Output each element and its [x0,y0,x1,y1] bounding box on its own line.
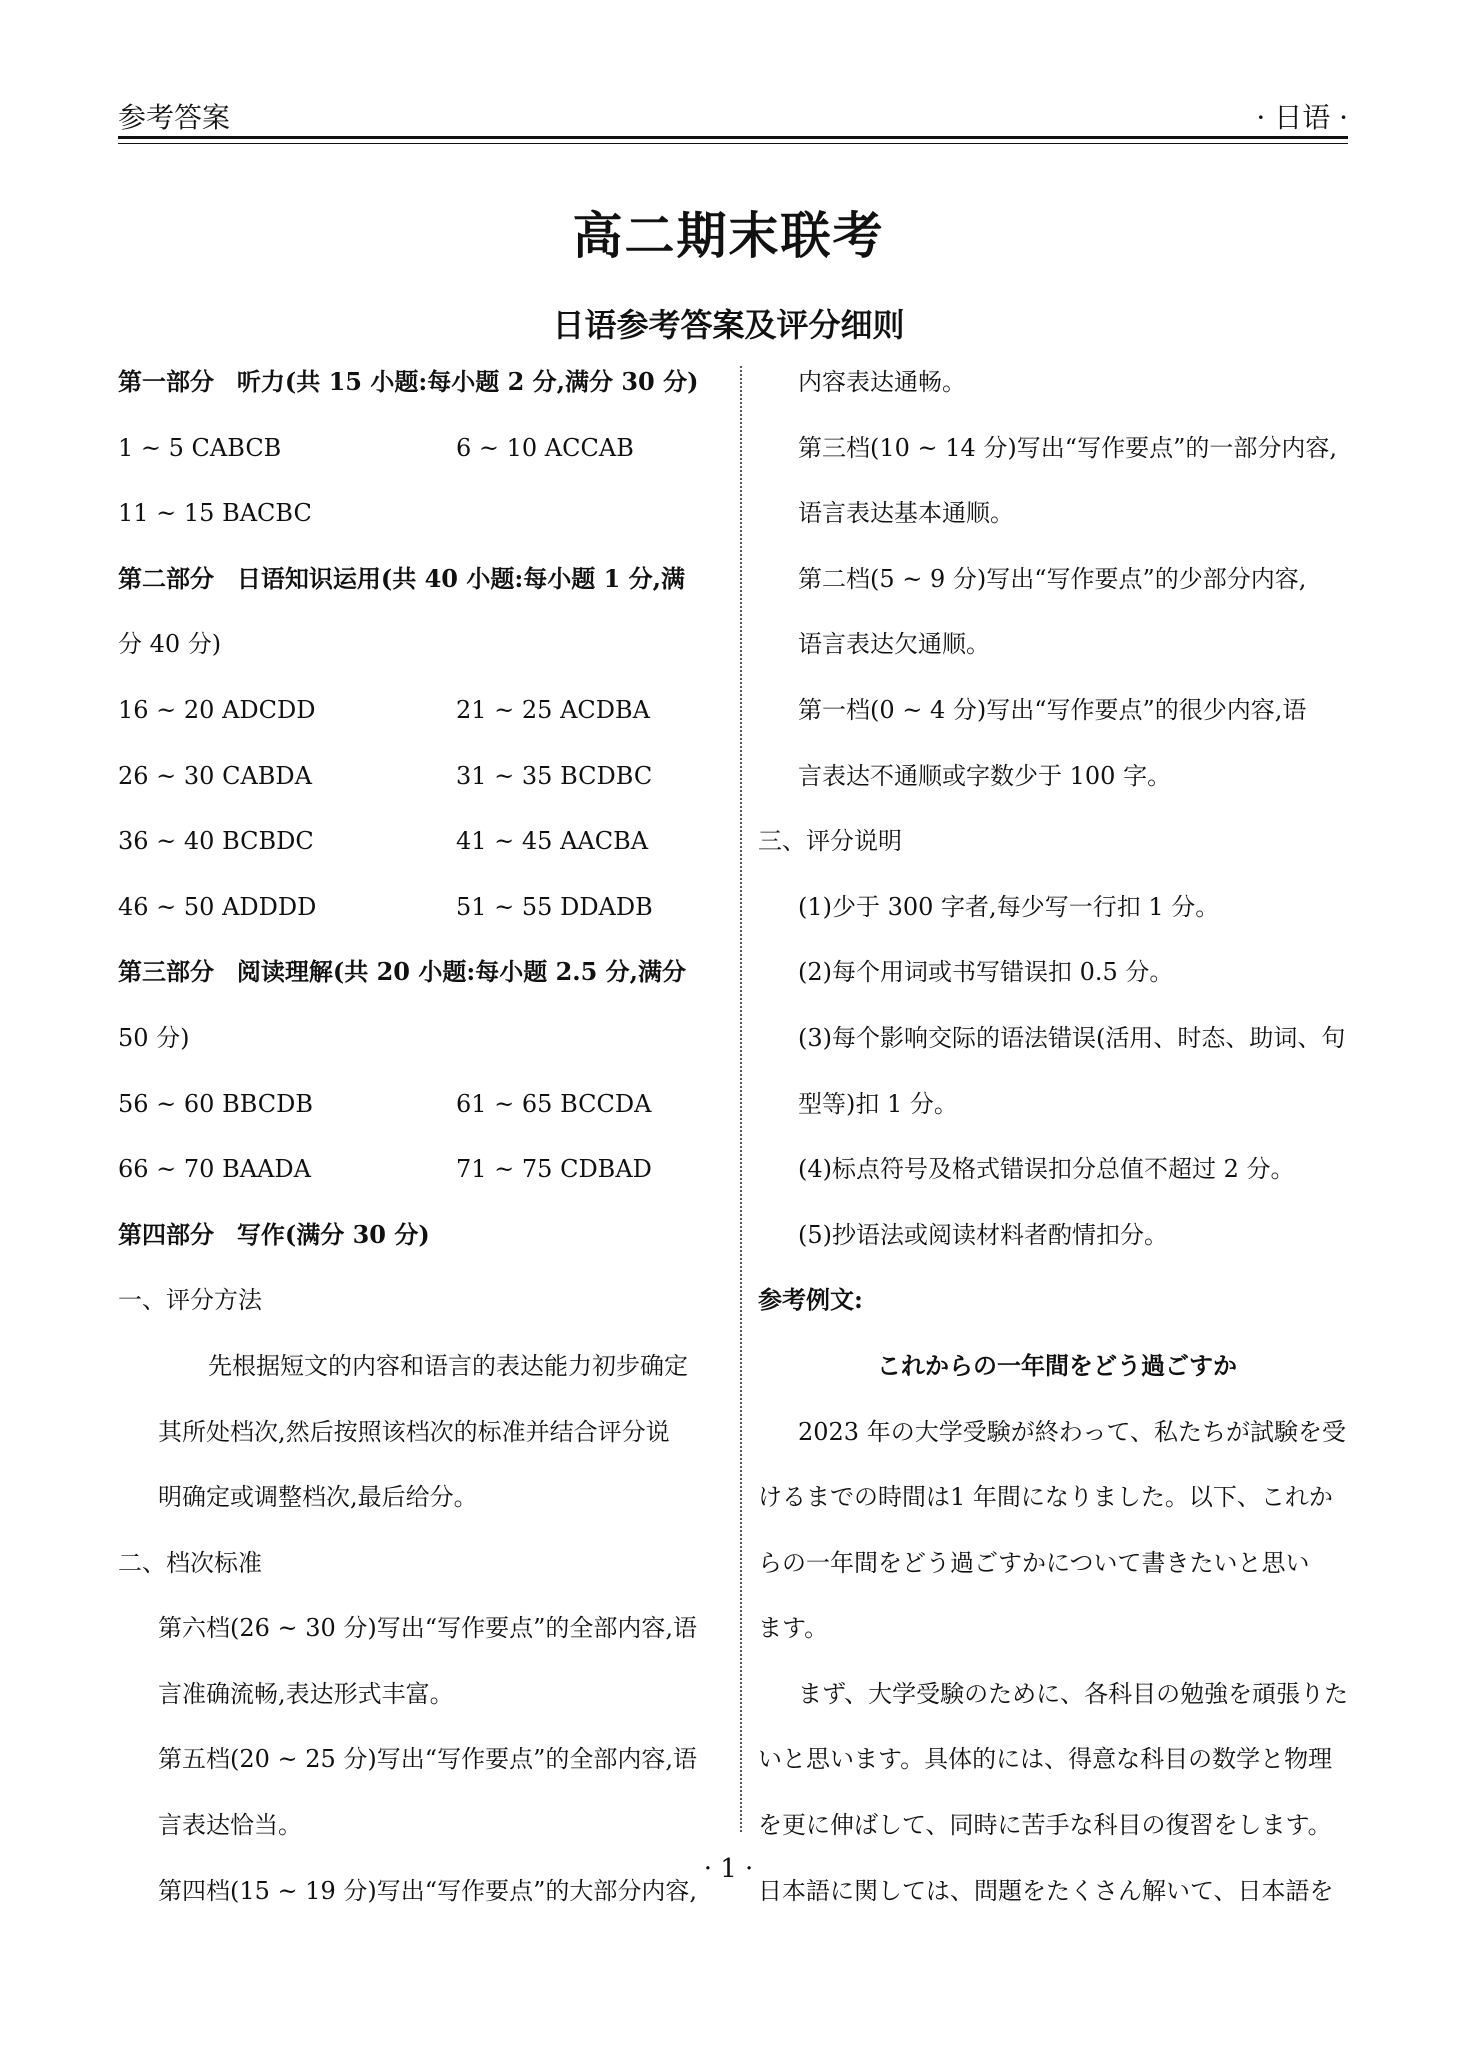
example-line: 2023 年の大学受験が終わって、私たちが試験を受 [798,1417,1346,1446]
section-text: 日语知识运用(共 40 小题:每小题 1 分,满 [236,563,685,593]
right-column [758,362,1356,1936]
answer-row [118,428,722,494]
answer-group: 16 ~ 20 ADCDD [118,695,316,724]
answer-group: 56 ~ 60 BBCDB [118,1089,314,1118]
subsection-heading: 一、评分方法 [118,1286,262,1315]
page-header [118,92,1348,134]
paragraph-line: 第二档(5 ~ 9 分)写出“写作要点”的少部分内容, [798,564,1307,593]
note-line: (2)每个用词或书写错误扣 0.5 分。 [798,958,1174,987]
note-line: (1)少于 300 字者,每少写一行扣 1 分。 [798,892,1220,921]
answer-row [118,756,722,822]
example-line: ます。 [758,1614,829,1643]
answer-group: 31 ~ 35 BCDBC [456,761,653,790]
section-heading [118,1215,722,1281]
answer-row [118,1084,722,1150]
column-divider [740,366,742,1832]
header-left-label: 参考答案 [118,101,231,134]
answer-group: 6 ~ 10 ACCAB [456,433,634,462]
paragraph-line: 第六档(26 ~ 30 分)写出“写作要点”的全部内容,语 [158,1614,697,1643]
section-label: 第三部分 [118,957,214,987]
section-label: 第二部分 [118,563,214,593]
example-line: けるまでの時間は1 年間になりました。以下、これか [758,1483,1333,1512]
example-title: これからの一年間をどう過ごすか [877,1350,1237,1380]
header-rule-thick [118,136,1348,139]
section-heading-cont: 50 分) [118,1023,190,1052]
page-title: 高二期末联考 [572,206,885,265]
header-rule-thin [118,143,1348,144]
answer-group: 66 ~ 70 BAADA [118,1155,311,1184]
left-column [118,362,722,1936]
paragraph-line: 其所处档次,然后按照该档次的标准并结合评分说 [158,1417,670,1446]
answer-group: 1 ~ 5 CABCB [118,433,282,462]
answer-row [118,821,722,887]
answer-row [118,493,722,559]
paragraph-line: 内容表达通畅。 [798,368,966,396]
answer-group: 51 ~ 55 DDADB [456,892,653,921]
note-line: (3)每个影响交际的语法错误(活用、时态、助词、句 [798,1023,1346,1052]
subsection-heading: 二、档次标准 [118,1548,262,1577]
answer-row [118,887,722,953]
paragraph-line: 先根据短文的内容和语言的表达能力初步确定 [208,1351,688,1380]
example-heading: 参考例文: [758,1285,863,1315]
paragraph-line: 语言表达欠通顺。 [798,630,990,659]
paragraph-line: 言表达恰当。 [158,1811,302,1840]
subsection-heading: 三、评分说明 [758,827,902,856]
section-label: 第一部分 [118,367,214,396]
answer-group: 21 ~ 25 ACDBA [456,695,650,724]
section-label: 第四部分 [118,1219,214,1249]
answer-row [118,1149,722,1215]
section-text: 阅读理解(共 20 小题:每小题 2.5 分,满分 [236,957,687,987]
section-text: 听力(共 15 小题:每小题 2 分,满分 30 分) [236,367,699,396]
example-line: いと思います。具体的には、得意な科目の数学と物理 [758,1745,1333,1774]
answer-row [118,690,722,756]
paragraph-line: 第三档(10 ~ 14 分)写出“写作要点”的一部分内容, [798,433,1337,462]
section-heading-cont: 分 40 分) [118,630,222,659]
answer-group: 61 ~ 65 BCCDA [456,1089,652,1118]
section-text: 写作(满分 30 分) [236,1219,430,1249]
paragraph-line: 第四档(15 ~ 19 分)写出“写作要点”的大部分内容, [158,1876,697,1905]
section-heading [118,952,722,1018]
answer-group: 11 ~ 15 BACBC [118,499,312,528]
note-line: (5)抄语法或阅读材料者酌情扣分。 [798,1220,1168,1249]
paragraph-line: 语言表达基本通顺。 [798,499,1014,528]
example-line: まず、大学受験のために、各科目の勉強を頑張りた [798,1679,1349,1708]
paragraph-line: 言准确流畅,表达形式丰富。 [158,1679,454,1708]
note-line: 型等)扣 1 分。 [798,1089,958,1118]
paragraph-line: 明确定或调整档次,最后给分。 [158,1483,478,1512]
paragraph-line: 言表达不通顺或字数少于 100 字。 [798,761,1172,790]
example-line: 日本語に関しては、問題をたくさん解いて、日本語を [758,1876,1334,1905]
answer-group: 26 ~ 30 CABDA [118,761,312,790]
example-line: を更に伸ばして、同時に苦手な科目の復習をします。 [758,1811,1332,1840]
section-heading [118,559,722,625]
header-subject-label: · 日语 · [1256,101,1348,134]
answer-group: 46 ~ 50 ADDDD [118,892,317,921]
answer-group: 36 ~ 40 BCBDC [118,827,314,856]
example-line: らの一年間をどう過ごすかについて書きたいと思い [758,1548,1310,1577]
note-line: (4)标点符号及格式错误扣分总值不超过 2 分。 [798,1155,1295,1184]
answer-group: 71 ~ 75 CDBAD [456,1155,652,1184]
page-number: · 1 · [703,1854,754,1884]
paragraph-line: 第一档(0 ~ 4 分)写出“写作要点”的很少内容,语 [798,695,1307,724]
section-heading [118,362,722,428]
paragraph-line: 第五档(20 ~ 25 分)写出“写作要点”的全部内容,语 [158,1745,697,1774]
page-subtitle: 日语参考答案及评分细则 [552,306,905,344]
answer-group: 41 ~ 45 AACBA [456,827,649,856]
